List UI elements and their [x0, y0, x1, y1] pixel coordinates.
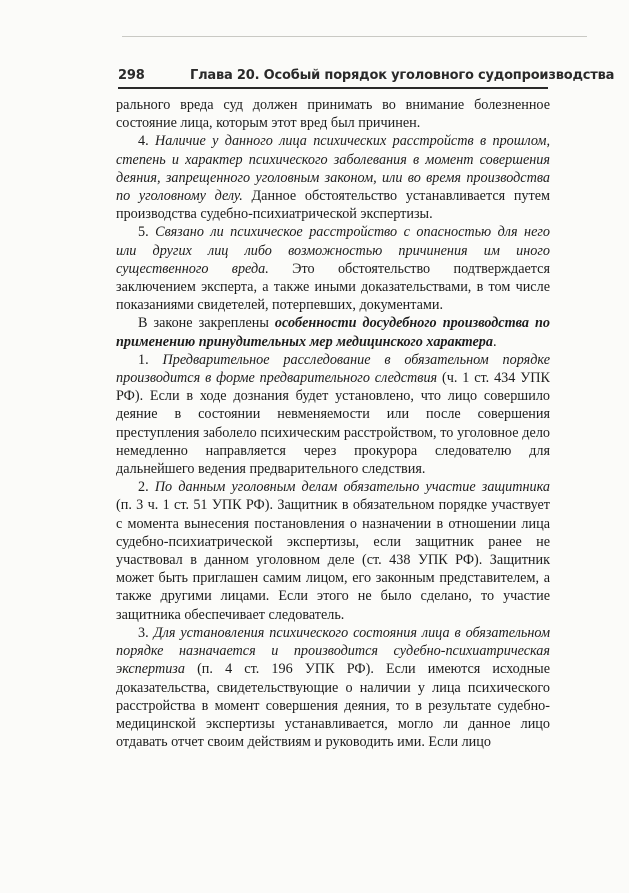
item-italic-text: Наличие у данного лица психических расстройств в прошлом, степень и характер психического заболевания в момент совершения деяния, запрещенного уголовным законом, или во время производства по уголовному делу.: [116, 133, 550, 205]
item-number: 4.: [138, 133, 155, 150]
paragraph-text: Данное обстоятельство устанавливается путем производства судебно-психиатрической экспертизы.: [116, 188, 550, 223]
key-term-bold-italic: особенности досудебного производства по применению принудительных мер медицинского характера: [116, 315, 550, 350]
paragraph-item-5: [116, 223, 550, 314]
paragraph-feature-2: [116, 478, 550, 624]
paragraph-text: (ч. 1 ст. 434 УПК РФ). Если в ходе дознания будет установлено, что лицо совершило деяние в состоянии невменяемости или после совершения преступления заболело психическим расстройством, то уголовное дело немедленно направляется через прокурора следователю для дальнейшего ведения предварительного следствия.: [116, 370, 550, 478]
paragraph-features-intro: [116, 314, 550, 350]
paragraph-text: В законе закреплены: [138, 315, 275, 332]
item-italic-text: Связано ли психическое расстройство с опасностью для него или других лиц либо возможностью причинения им иного существенного вреда.: [116, 224, 551, 277]
item-number: 1.: [138, 351, 163, 368]
body-text: [116, 96, 550, 751]
paragraph-text: рального вреда суд должен принимать во внимание болезненное состояние лица, которым этот вред был причинен.: [116, 97, 550, 132]
item-italic-text: По данным уголовным делам обязательно участие защитника: [154, 479, 550, 496]
item-italic-text: Для установления психического состояния лица в обязательном порядке назначается и производится судебно-психиатрическая экспертиза: [116, 624, 551, 678]
paragraph-text: (п. 3 ч. 1 ст. 51 УПК РФ). Защитник в обязательном порядке участвует с момента вынесения постановления о назначении в отношении лица судебно-психиатрической экспертизы, если защитник ранее не участвовал в данном уголовном деле (ст. 438 УПК РФ). Защитник может быть приглашен самим лицом, его законным представителем, а также другими лицами. Если этого не было сделано, то участие защитника обеспечивает следователь.: [116, 497, 550, 623]
paragraph-text: (п. 4 ст. 196 УПК РФ). Если имеются исходные доказательства, свидетельствующие о наличии у лица психического расстройства в момент совершения деяния, то в результате судебно-медицинской экспертизы устанавливается, могло ли данное лицо отдавать отчет своим действиям и руководить ими. Если лицо: [116, 661, 550, 751]
header-rule: [118, 87, 548, 89]
item-number: 2.: [138, 479, 155, 496]
paragraph-feature-3: [116, 624, 550, 751]
paragraph-continuation: [116, 96, 550, 132]
item-italic-text: Предварительное расследование в обязательном порядке производится в форме предварительного следствия: [116, 351, 550, 387]
paragraph-feature-1: [116, 351, 550, 478]
item-number: 3.: [138, 624, 154, 641]
paragraph-item-4: [116, 132, 550, 223]
paragraph-text: .: [492, 333, 497, 350]
page-number: 298: [118, 68, 145, 83]
chapter-title: Глава 20. Особый порядок уголовного судопроизводства: [190, 68, 615, 83]
top-edge-rule: [122, 36, 587, 37]
paragraph-text: Это обстоятельство подтверждается заключением эксперта, а также иными доказательствами, в том числе показаниями свидетелей, потерпевших, документами.: [116, 260, 550, 314]
item-number: 5.: [138, 224, 156, 241]
